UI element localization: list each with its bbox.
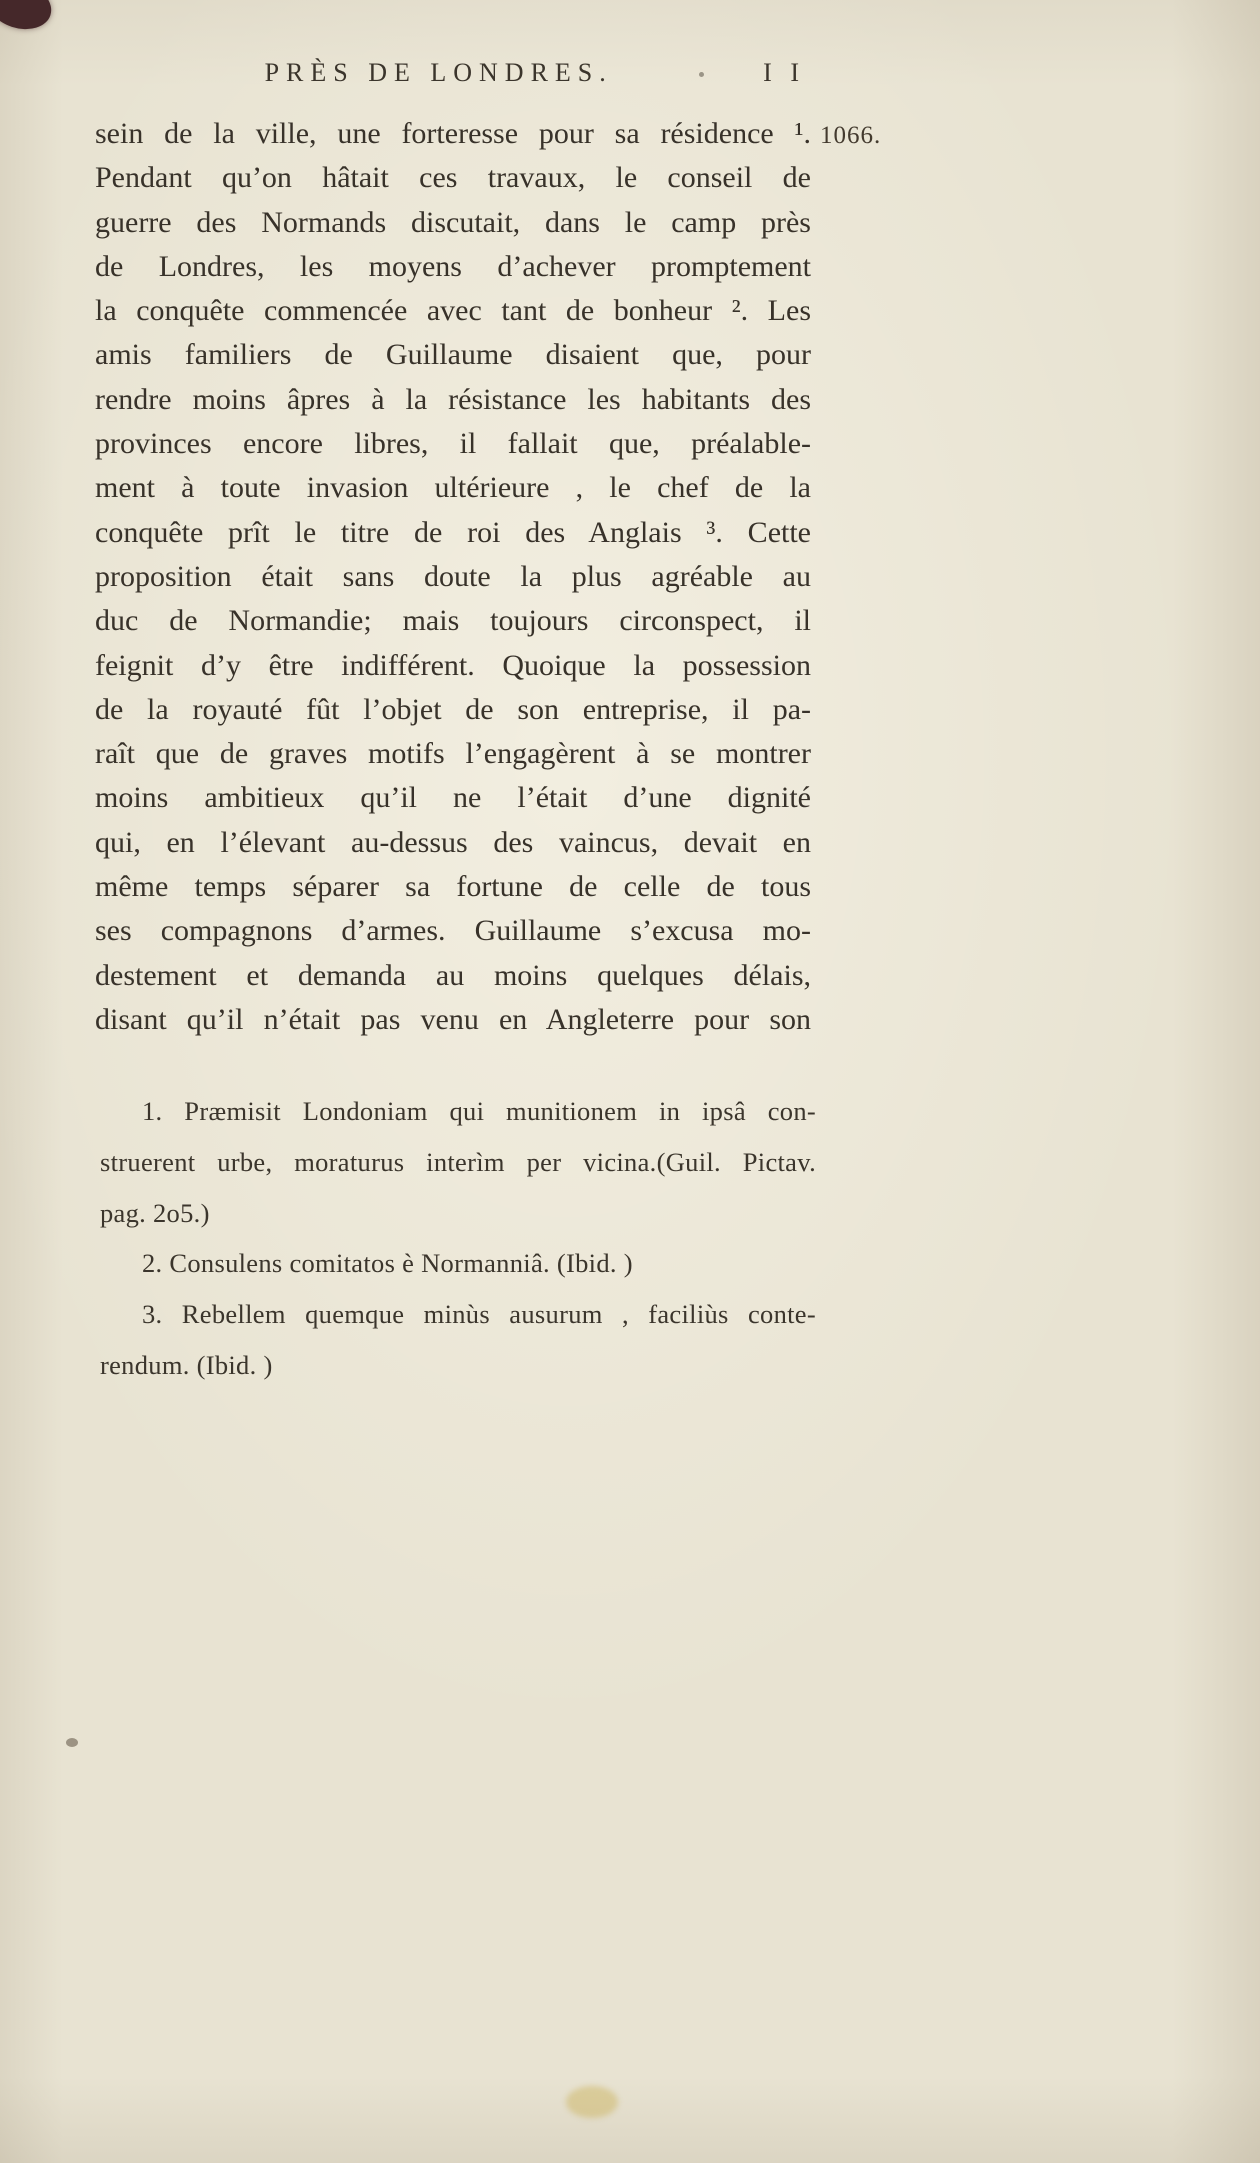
- body-line: de la royauté fût l’objet de son entreprise, il pa-: [95, 692, 811, 726]
- running-title: PRÈS DE LONDRES.: [264, 58, 613, 87]
- body-line: feignit d’y être indifférent. Quoique la possession: [95, 648, 811, 682]
- running-head: [95, 58, 811, 94]
- margin-year-note: 1066.: [820, 122, 882, 149]
- body-line: proposition était sans doute la plus agréable au: [95, 559, 811, 593]
- body-line: provinces encore libres, il fallait que, préalable-: [95, 427, 811, 461]
- body-line: sein de la ville, une forteresse pour sa résidence ¹.: [95, 117, 811, 150]
- footnote-line: 3. Rebellem quemque minùs ausurum , faciliùs conte-: [142, 1299, 816, 1330]
- body-line: moins ambitieux qu’il ne l’était d’une dignité: [95, 781, 811, 815]
- footnote-line: 1. Præmisit Londoniam qui munitionem in ipsâ con-: [142, 1096, 816, 1126]
- body-line: Pendant qu’on hâtait ces travaux, le conseil de: [95, 161, 811, 195]
- paper-speck: [66, 1738, 78, 1747]
- body-line: qui, en l’élevant au-dessus des vaincus, devait en: [95, 825, 811, 859]
- body-line: ment à toute invasion ultérieure , le chef de la: [95, 471, 811, 505]
- body-line: guerre des Normands discutait, dans le camp près: [95, 205, 811, 239]
- body-line: conquête prît le titre de roi des Anglais ³. Cette: [95, 515, 811, 549]
- body-line: même temps séparer sa fortune de celle de tous: [95, 870, 811, 904]
- footnote-line: struerent urbe, moraturus interìm per vicina.(Guil. Pictav.: [100, 1146, 816, 1177]
- paper-speck: [699, 72, 704, 77]
- page-number: I I: [763, 58, 805, 87]
- footnotes: [100, 1086, 816, 1391]
- ink-stain: [0, 0, 57, 37]
- paper-stain: [566, 2086, 618, 2118]
- body-line: disant qu’il n’était pas venu en Angleterre pour son: [95, 1002, 811, 1036]
- body-line: amis familiers de Guillaume disaient que, pour: [95, 338, 811, 372]
- footnote-line: 2. Consulens comitatos è Normanniâ. (Ibid. ): [142, 1248, 633, 1279]
- footnote-line: rendum. (Ibid. ): [100, 1349, 273, 1380]
- body-text: [95, 112, 811, 1042]
- body-line: la conquête commencée avec tant de bonheur ². Les: [95, 294, 811, 328]
- body-line: rendre moins âpres à la résistance les habitants des: [95, 382, 811, 416]
- body-line: duc de Normandie; mais toujours circonspect, il: [95, 604, 811, 638]
- footnote-line: pag. 2o5.): [100, 1197, 210, 1228]
- body-line: de Londres, les moyens d’achever promptement: [95, 249, 811, 283]
- body-line: destement et demanda au moins quelques délais,: [95, 958, 811, 992]
- body-line: ses compagnons d’armes. Guillaume s’excusa mo-: [95, 914, 811, 948]
- body-line: raît que de graves motifs l’engagèrent à se montrer: [95, 737, 811, 771]
